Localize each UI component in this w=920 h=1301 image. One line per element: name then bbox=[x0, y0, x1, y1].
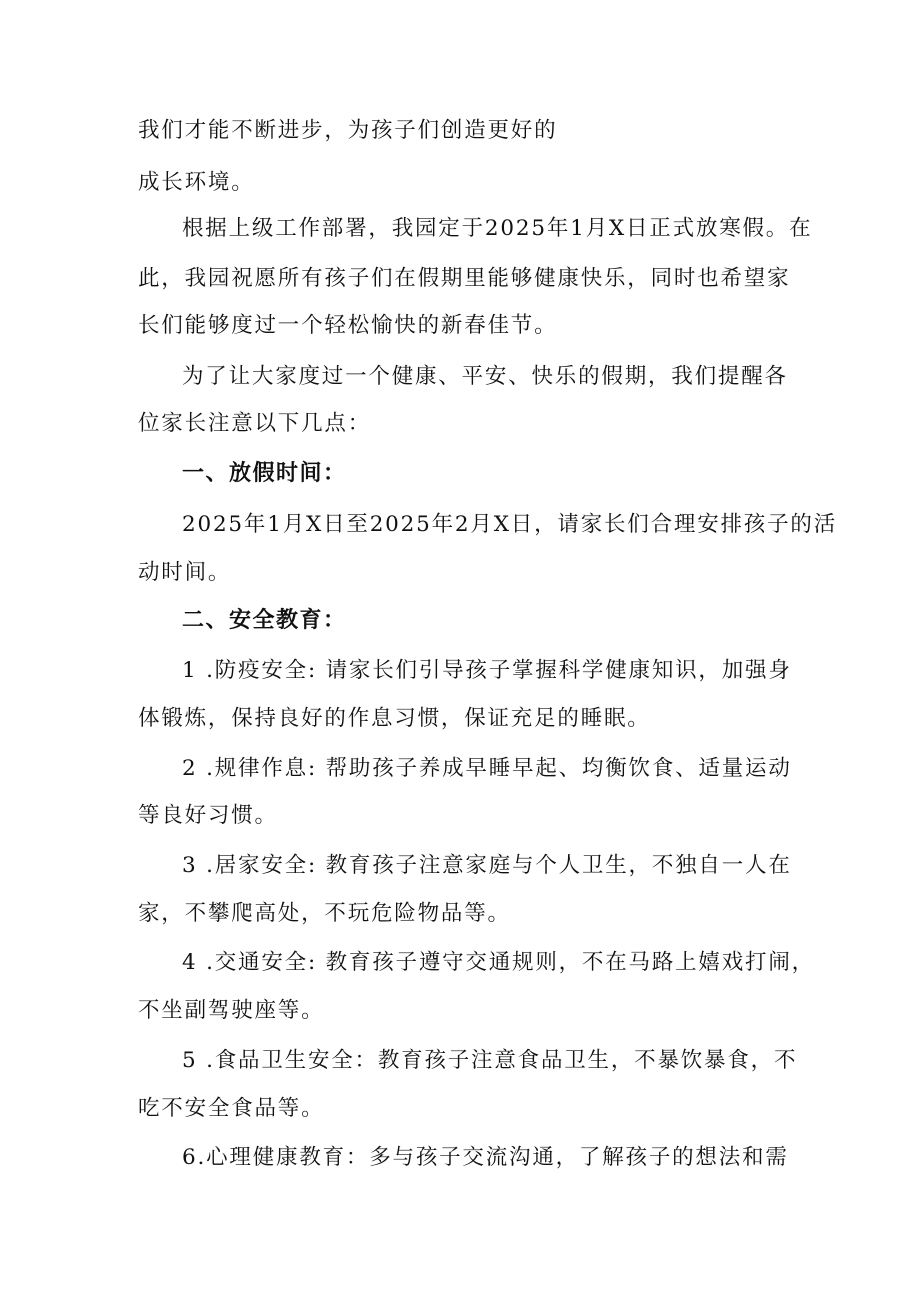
text-line: 等良好习惯。 bbox=[138, 803, 278, 828]
text-line: 吃不安全食品等。 bbox=[138, 1096, 325, 1121]
section-heading: 一、放假时间： bbox=[182, 461, 347, 486]
text-line: 家，不攀爬高处，不玩危险物品等。 bbox=[138, 901, 511, 926]
text-line: 成长环境。 bbox=[138, 170, 255, 195]
text-line: 我们才能不断进步，为孩子们创造更好的 bbox=[138, 118, 558, 143]
list-item: 4 .交通安全: 教育孩子遵守交通规则，不在马路上嬉戏打闹， bbox=[182, 950, 815, 975]
text-line: 位家长注意以下几点： bbox=[138, 411, 372, 436]
text-line: 长们能够度过一个轻松愉快的新春佳节。 bbox=[138, 313, 558, 338]
list-item: 2 .规律作息: 帮助孩子养成早睡早起、均衡饮食、适量运动 bbox=[182, 756, 792, 781]
text-line: 动时间。 bbox=[138, 560, 232, 585]
section-heading: 二、安全教育： bbox=[182, 608, 347, 633]
list-item: 3 .居家安全: 教育孩子注意家庭与个人卫生，不独自一人在 bbox=[182, 853, 792, 878]
text-line: 不坐副驾驶座等。 bbox=[138, 998, 325, 1023]
paragraph-first-line: 为了让大家度过一个健康、平安、快乐的假期，我们提醒各 bbox=[182, 364, 788, 389]
list-item: 5 .食品卫生安全：教育孩子注意食品卫生，不暴饮暴食，不 bbox=[182, 1048, 798, 1073]
paragraph-first-line: 2025年1月X日至2025年2月X日，请家长们合理安排孩子的活 bbox=[182, 512, 838, 537]
paragraph-first-line: 根据上级工作部署，我园定于2025年1月X日正式放寒假。在 bbox=[182, 216, 813, 241]
list-item: 6.心理健康教育：多与孩子交流沟通，了解孩子的想法和需 bbox=[182, 1145, 789, 1170]
text-line: 此，我园祝愿所有孩子们在假期里能够健康快乐，同时也希望家 bbox=[138, 266, 791, 291]
text-line: 体锻炼，保持良好的作息习惯，保证充足的睡眠。 bbox=[138, 706, 651, 731]
list-item: 1 .防疫安全: 请家长们引导孩子掌握科学健康知识，加强身 bbox=[182, 658, 792, 683]
